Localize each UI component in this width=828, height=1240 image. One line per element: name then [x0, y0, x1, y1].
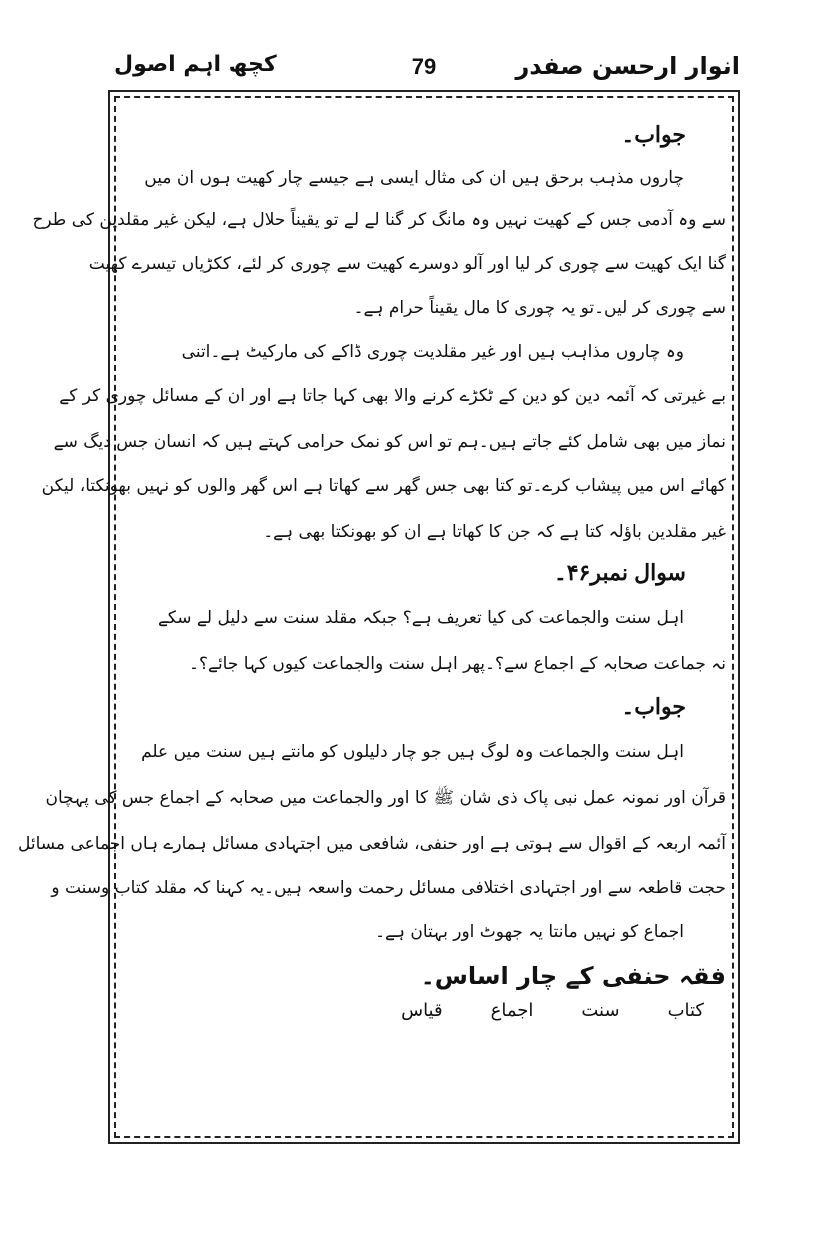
answer-1-heading: جواب۔: [621, 122, 686, 147]
answer-1-line: وہ چاروں مذاہب ہیں اور غیر مقلدیت چوری ڈاکے کی مارکیٹ ہے۔اتنی: [181, 342, 684, 362]
answer-1-line: غیر مقلدین باؤلہ کتا ہے کہ جن کا کھاتا ہے ان کو بھونکتا بھی ہے۔: [263, 522, 726, 542]
page-number: 79: [411, 54, 437, 79]
answer-2-line: آئمہ اربعہ کے اقوال سے ہوتی ہے اور حنفی، شافعی میں اجتہادی مسائل ہمارے ہاں اجماعی مسائل: [17, 834, 726, 854]
pillar-item: قیاس: [401, 1000, 443, 1021]
answer-2-line: اہل سنت والجماعت وہ لوگ ہیں جو چار دلیلوں کو مانتے ہیں سنت میں علم: [141, 742, 684, 762]
answer-1-line: نماز میں بھی شامل کئے جاتے ہیں۔ہم تو اس کو نمک حرامی کہتے ہیں کہ انسان جس دیگ سے: [53, 432, 726, 452]
answer-1-line: کھائے اس میں پیشاب کرے۔تو کتا بھی جس گھر سے کھاتا ہے اس گھر والوں کو نہیں بھونکتا، لیکن: [41, 476, 726, 496]
answer-1-line: بے غیرتی کہ آئمہ دین کو دین کے ٹکڑے کرنے والا بھی کہا جاتا ہے اور ان کے مسائل چوری کر کے: [59, 386, 726, 406]
answer-1-line: سے چوری کر لیں۔تو یہ چوری کا مال یقیناً حرام ہے۔: [353, 298, 726, 318]
answer-2-line: اجماع کو نہیں مانتا یہ جھوٹ اور بہتان ہے۔: [375, 922, 684, 942]
chapter-title: کچھ اہم اصول: [114, 52, 277, 77]
fiqh-pillars: [401, 1000, 704, 1021]
pillar-item: سنت: [581, 1000, 620, 1021]
question-line: نہ جماعت صحابہ کے اجماع سے؟۔پھر اہل سنت والجماعت کیوں کہا جائے؟۔: [189, 654, 726, 674]
answer-2-line: حجت قاطعہ سے اور اجتہادی اختلافی مسائل رحمت واسعہ ہیں۔یہ کہنا کہ مقلد کتاب وسنت و: [51, 878, 726, 898]
answer-2-line: قرآن اور نمونہ عمل نبی پاک ذی شان ﷺ کا اور والجماعت میں صحابہ کے اجماع جس کی پہچان: [45, 788, 726, 808]
question-line: اہل سنت والجماعت کی کیا تعریف ہے؟ جبکہ مقلد سنت سے دلیل لے سکے: [157, 608, 684, 628]
question-heading: سوال نمبر۴۶۔: [553, 560, 686, 585]
page-header: [108, 52, 740, 88]
answer-2-heading: جواب۔: [621, 694, 686, 719]
pillar-item: کتاب: [667, 1000, 704, 1021]
answer-1-line: گنا ایک کھیت سے چوری کر لیا اور آلو دوسرے کھیت سے چوری کر لئے، ککڑیاں تیسرے کھیت: [88, 254, 726, 274]
book-title: انوار ارحسن صفدر: [515, 52, 740, 80]
pillar-item: اجماع: [490, 1000, 534, 1021]
answer-1-line: چاروں مذہب برحق ہیں ان کی مثال ایسی ہے جیسے چار کھیت ہوں ان میں: [144, 168, 684, 188]
answer-1-line: سے وہ آدمی جس کے کھیت نہیں وہ مانگ کر گنا لے لے تو یقیناً حلال ہے، لیکن غیر مقلدین کی طرح: [32, 210, 726, 230]
fiqh-heading: فقہ حنفی کے چار اساس۔: [420, 962, 726, 990]
